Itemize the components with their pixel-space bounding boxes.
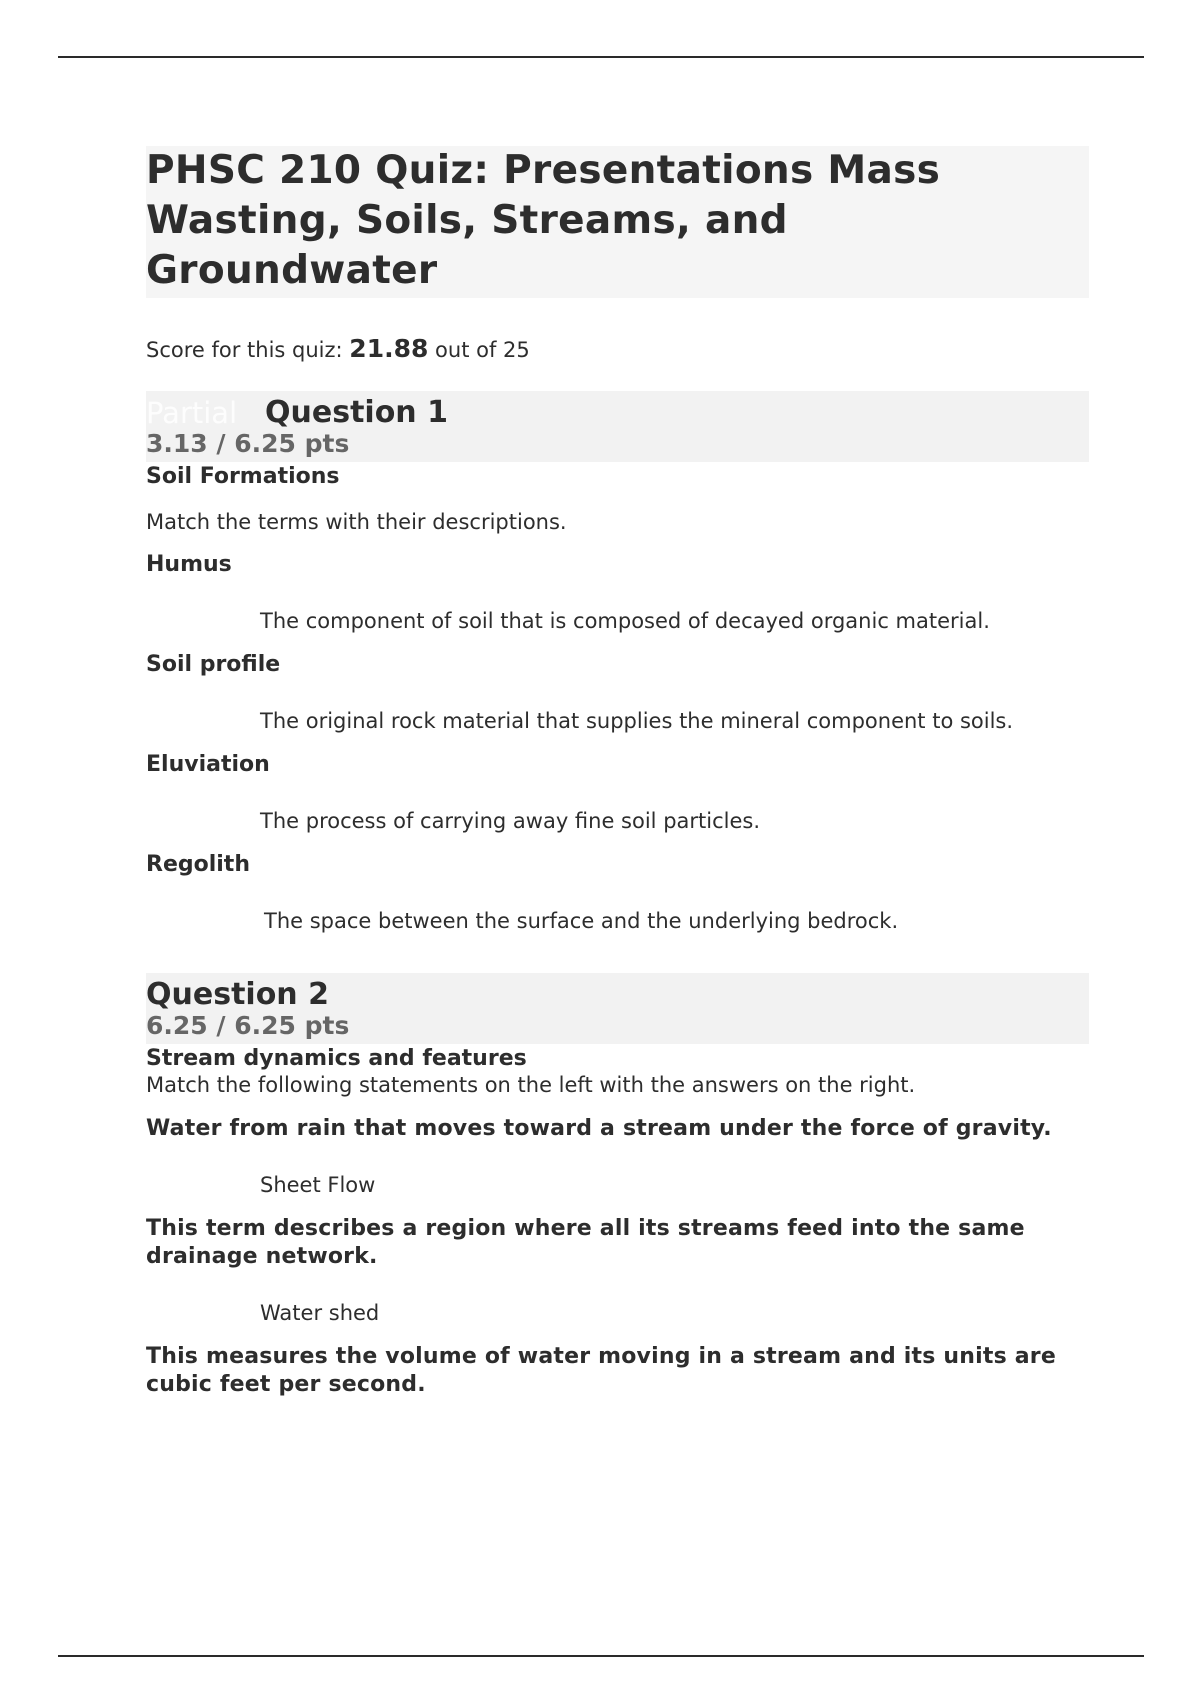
score-value: 21.88 (349, 334, 429, 363)
question-2-subject: Stream dynamics and features (146, 1046, 527, 1071)
title-box (146, 146, 1089, 298)
match-term: Eluviation (146, 752, 270, 777)
match-term: Regolith (146, 852, 250, 877)
match-answer: The process of carrying away fine soil particles. (260, 809, 761, 833)
question-2-body (146, 1045, 1089, 1399)
question-1-status-label: Partial (146, 396, 238, 430)
page-title: PHSC 210 Quiz: Presentations Mass Wasting, Soils, Streams, and Groundwater (146, 148, 941, 293)
match-statement: This measures the volume of water moving in a stream and its units are cubic feet per second. (146, 1344, 1056, 1397)
score-prefix: Score for this quiz: (146, 338, 350, 362)
match-answer: The component of soil that is composed of decayed organic material. (260, 609, 990, 633)
question-2-title: Question 2 (146, 977, 329, 1012)
top-rule (58, 56, 1144, 58)
match-answer: Sheet Flow (260, 1173, 376, 1197)
match-answer: The original rock material that supplies the mineral component to soils. (260, 709, 1014, 733)
match-answer: The space between the surface and the underlying bedrock. (264, 909, 899, 933)
question-1-body (146, 463, 1089, 935)
question-2-points: 6.25 / 6.25 pts (146, 1011, 350, 1040)
question-1-title: Question 1 (265, 395, 448, 430)
score-line (146, 334, 1089, 365)
quiz-page (146, 146, 1089, 1399)
match-term: Soil profile (146, 652, 281, 677)
question-1-instructions: Match the terms with their descriptions. (146, 510, 567, 534)
match-statement: This term describes a region where all its streams feed into the same drainage network. (146, 1216, 1025, 1269)
question-2-instructions: Match the following statements on the left with the answers on the right. (146, 1073, 916, 1097)
question-1-points: 3.13 / 6.25 pts (146, 429, 350, 458)
question-1-subject: Soil Formations (146, 464, 340, 489)
match-answer: Water shed (260, 1301, 380, 1325)
match-statement: Water from rain that moves toward a stream under the force of gravity. (146, 1116, 1052, 1141)
match-term: Humus (146, 552, 232, 577)
bottom-rule (58, 1655, 1144, 1657)
question-1-header (146, 391, 1089, 462)
score-suffix: out of 25 (428, 338, 530, 362)
question-2-header (146, 973, 1089, 1044)
